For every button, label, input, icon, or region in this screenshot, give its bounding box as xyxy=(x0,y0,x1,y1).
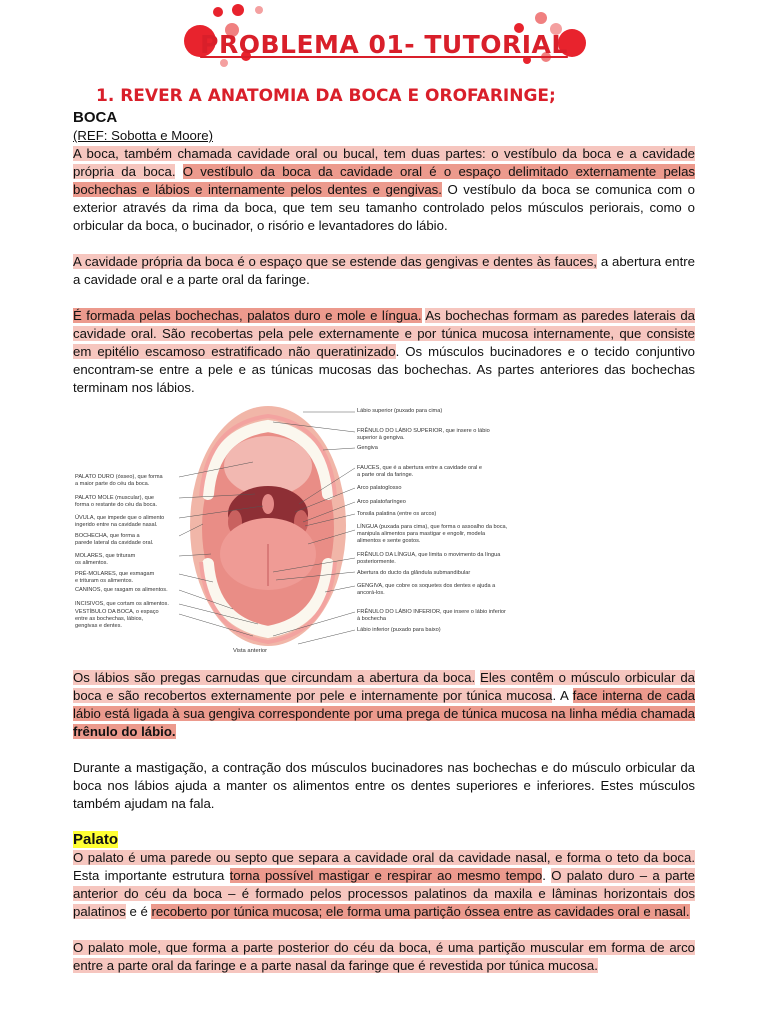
highlight: torna possível mastigar e respirar ao mesmo tempo xyxy=(229,868,543,883)
figure-label: e trituram os alimentos. xyxy=(75,578,134,584)
figure-label: LÍNGUA (puxada para cima), que forma o assoalho da boca, xyxy=(357,524,508,530)
figure-label: FRÊNULO DO LÁBIO INFERIOR, que insere o lábio inferior xyxy=(357,609,506,615)
highlight: Palato xyxy=(73,831,119,848)
figure-label: ancorá-los. xyxy=(357,590,385,596)
figure-label: parede lateral da cavidade oral. xyxy=(75,540,154,546)
figure-label: PALATO DURO (ósseo), que forma xyxy=(75,474,163,480)
highlight: As bochechas formam as paredes laterais da cavidade oral. São recobertas pela pele externamente e por túnica mucosa internamente, que consiste em epitélio escamoso estratificado não queratinizado xyxy=(73,308,696,359)
text: . A xyxy=(552,688,573,703)
figure-label: ingerido entre na cavidade nasal. xyxy=(75,522,158,528)
figure-label: a maior parte do céu da boca. xyxy=(75,481,150,487)
text: . Os músculos bucinadores e o tecido conjuntivo encontram-se entre a pele e as túnicas mucosas das bochechas. As partes anteriores das bochechas terminam nos lábios. xyxy=(73,344,696,395)
figure-label: ÚVULA, que impede que o alimento xyxy=(75,515,165,521)
text: . xyxy=(542,868,552,883)
figure-label: a parte oral da faringe. xyxy=(357,472,414,478)
figure-label: MOLARES, que trituram xyxy=(75,553,136,559)
figure-label: Arco palatoglosso xyxy=(357,485,402,491)
heading-palato xyxy=(73,831,695,849)
text: Esta importante estrutura xyxy=(73,868,230,883)
figure-label: FRÊNULO DA LÍNGUA, que limita o movimento da língua xyxy=(357,552,501,558)
page-title: PROBLEMA 01- TUTORIAL xyxy=(200,30,568,59)
figure-label: posteriormente. xyxy=(357,559,396,565)
figure-label: superior à gengiva. xyxy=(357,435,405,441)
paragraph-labios-1 xyxy=(73,669,695,741)
figure-label: manipula alimentos para mastigar e engolir, modela xyxy=(357,531,486,537)
figure-label: os alimentos. xyxy=(75,560,108,566)
figure-label: FRÊNULO DO LÁBIO SUPERIOR, que insere o lábio xyxy=(357,428,490,434)
figure-label: INCISIVOS, que cortam os alimentos. xyxy=(75,601,169,607)
figure-caption: Vista anterior xyxy=(233,648,268,654)
figure-label: BOCHECHA, que forma a xyxy=(75,533,140,539)
figure-label: Arco palatofaríngeo xyxy=(357,499,406,505)
heading-boca: BOCA xyxy=(73,109,118,126)
paragraph-boca-3 xyxy=(73,307,695,397)
figure-label: VESTÍBULO DA BOCA, o espaço xyxy=(75,609,159,615)
highlight: A cavidade própria da boca é o espaço que se estende das gengivas e dentes às fauces, xyxy=(73,254,597,269)
section-subtitle: 1. REVER A ANATOMIA DA BOCA E OROFARINGE; xyxy=(96,86,556,106)
highlight: recoberto por túnica mucosa; ele forma uma partição óssea entre as cavidades oral e nasal. xyxy=(151,904,690,919)
figure-label: PALATO MOLE (muscular), que xyxy=(75,495,154,501)
figure-label: Abertura do ducto da glândula submandibular xyxy=(357,570,471,576)
highlight: É formada pelas bochechas, palatos duro e mole e língua. xyxy=(73,308,422,323)
figure-label: forma o restante do céu da boca. xyxy=(75,502,158,508)
figure-label: à bochecha xyxy=(357,616,386,622)
figure-label: GENGIVA, que cobre os soquetes dos dentes e ajuda a xyxy=(357,583,496,589)
highlight: face interna de cada lábio está ligada à sua gengiva correspondente por uma prega de túnica mucosa na linha média chamada xyxy=(73,688,695,721)
document-body xyxy=(73,109,695,975)
text: a abertura entre a cavidade oral e a parte oral da faringe. xyxy=(73,254,695,287)
paragraph-boca-2 xyxy=(73,253,695,289)
bold-term: frênulo do lábio. xyxy=(73,724,176,739)
highlight: O palato duro – a parte anterior do céu da boca – é formado pelos processos palatinos da maxila e lâminas horizontais dos palatinos xyxy=(73,868,696,919)
highlight: Os lábios são pregas carnudas que circundam a abertura da boca. xyxy=(73,670,476,685)
paragraph-palato-2 xyxy=(73,939,695,975)
figure-label: PRÉ-MOLARES, que esmagam xyxy=(75,571,155,577)
text: O vestíbulo da boca se comunica com o exterior através da rima da boca, que tem seu tamanho controlado pelos músculos periorais, como o orbicular da boca, o bucinador, o risório e levantadores do lábio. xyxy=(73,182,695,233)
figure-label: Gengiva xyxy=(357,445,378,451)
paragraph-palato-1 xyxy=(73,849,695,921)
figure-label: entre as bochechas, lábios, xyxy=(75,616,144,622)
paragraph-labios-2: Durante a mastigação, a contração dos músculos bucinadores nas bochechas e do músculo orbicular da boca nos lábios ajuda a manter os alimentos entre os dentes superiores e inferiores. Estes músculos também ajudam na fala. xyxy=(73,760,695,811)
reference-note: (REF: Sobotta e Moore) xyxy=(73,128,213,143)
mouth-anatomy-figure xyxy=(73,404,543,656)
figure-label: gengivas e dentes. xyxy=(75,623,122,629)
figure-label: Lábio inferior (puxado para baixo) xyxy=(357,627,441,633)
figure-label: alimentos e sente gostos. xyxy=(357,538,421,544)
text: e é xyxy=(125,904,152,919)
paragraph-boca-1 xyxy=(73,145,695,235)
figure-label: Tonsila palatina (entre os arcos) xyxy=(357,511,437,517)
figure-label: Lábio superior (puxado para cima) xyxy=(357,408,443,414)
highlight: O palato é uma parede ou septo que separa a cavidade oral da cavidade nasal, e forma o teto da boca. xyxy=(73,850,695,865)
highlight: Eles contêm o músculo orbicular da boca e são recobertos externamente por pele e internamente por túnica mucosa xyxy=(73,670,696,703)
highlight: A boca, também chamada cavidade oral ou bucal, tem duas partes: o vestíbulo da boca e a cavidade própria da boca. xyxy=(73,146,695,179)
highlight: O palato mole, que forma a parte posterior do céu da boca, é uma partição muscular em forma de arco entre a parte oral da faringe e a parte nasal da faringe que é revestida por túnica mucosa. xyxy=(73,940,695,973)
figure-label: CANINOS, que rasgam os alimentos. xyxy=(75,587,168,593)
highlight: O vestíbulo da boca da cavidade oral é o espaço delimitado externamente pelas bochechas e lábios e internamente pelos dentes e gengivas. xyxy=(73,164,695,197)
figure-label: FAUCES, que é a abertura entre a cavidade oral e xyxy=(357,465,483,471)
